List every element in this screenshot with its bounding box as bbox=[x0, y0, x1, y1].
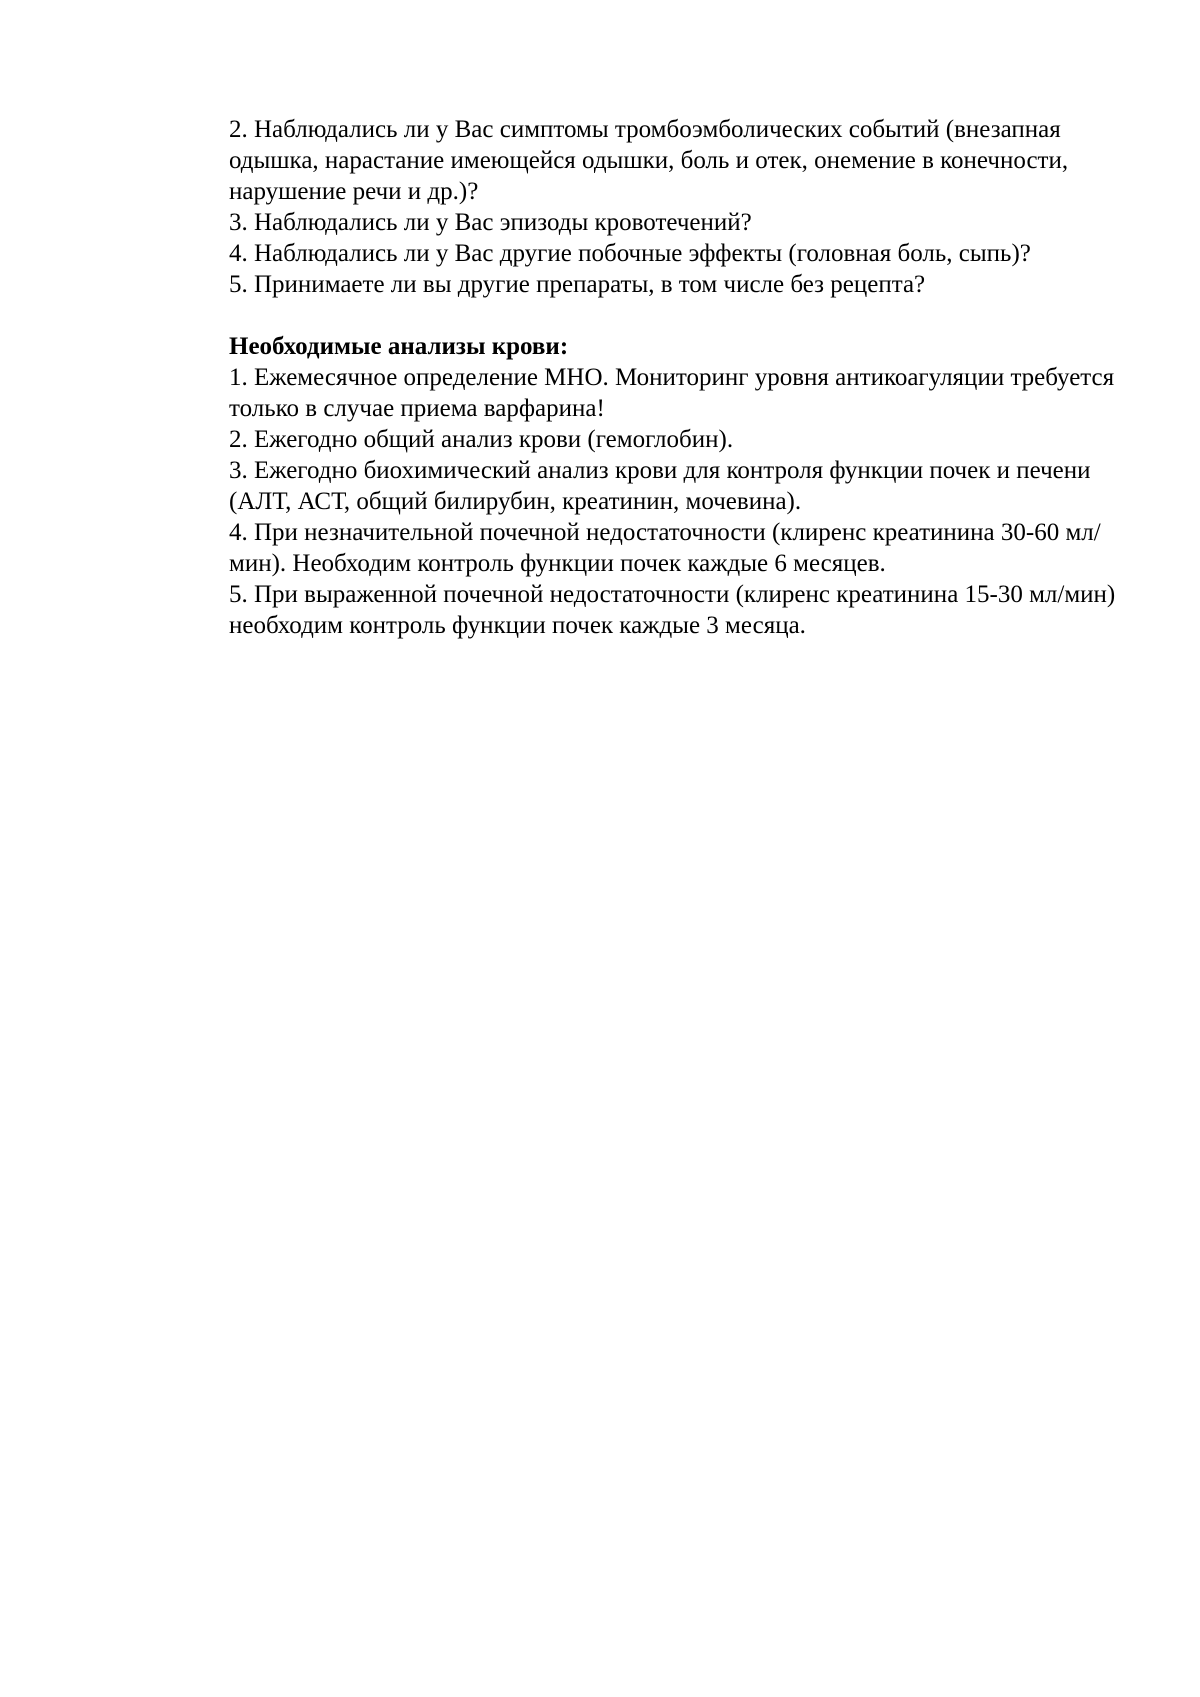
blood-test-item: 5. При выраженной почечной недостаточности (клиренс креатинина 15-30 мл/мин) необходим контроль функции почек каждые 3 месяца. bbox=[229, 581, 1116, 639]
question-item: 5. Принимаете ли вы другие препараты, в том числе без рецепта? bbox=[229, 271, 926, 298]
document-body bbox=[229, 114, 1129, 641]
paragraph-spacer bbox=[229, 300, 1129, 331]
blood-test-item: 4. При незначительной почечной недостаточности (клиренс креатинина 30-60 мл/мин). Необходим контроль функции почек каждые 6 месяцев. bbox=[229, 519, 1101, 577]
blood-test-item: 3. Ежегодно биохимический анализ крови для контроля функции почек и печени (АЛТ, АСТ, общий билирубин, креатинин, мочевина). bbox=[229, 457, 1091, 515]
question-item: 3. Наблюдались ли у Вас эпизоды кровотечений? bbox=[229, 209, 752, 236]
question-item: 4. Наблюдались ли у Вас другие побочные эффекты (головная боль, сыпь)? bbox=[229, 240, 1031, 267]
blood-test-item: 1. Ежемесячное определение МНО. Мониторинг уровня антикоагуляции требуется только в случае приема варфарина! bbox=[229, 364, 1115, 422]
blood-tests-heading: Необходимые анализы крови: bbox=[229, 333, 569, 360]
question-item: 2. Наблюдались ли у Вас симптомы тромбоэмболических событий (внезапная одышка, нарастание имеющейся одышки, боль и отек, онемение в конечности, нарушение речи и др.)? bbox=[229, 116, 1069, 205]
blood-test-item: 2. Ежегодно общий анализ крови (гемоглобин). bbox=[229, 426, 734, 453]
